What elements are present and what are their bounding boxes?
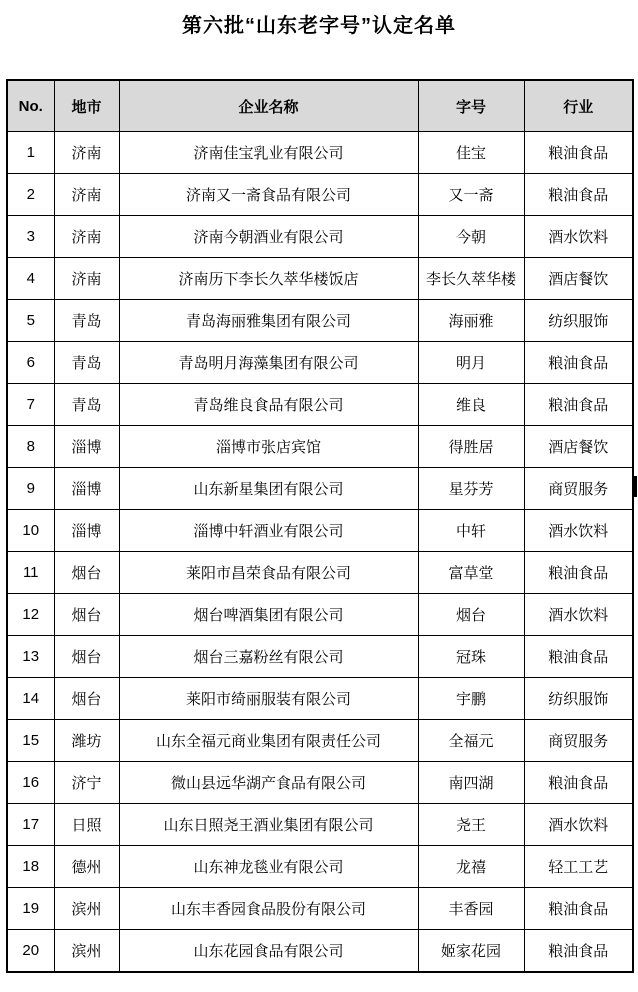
cell-brand: 维良 [418,384,524,426]
cell-no: 17 [7,804,54,846]
cell-industry: 商贸服务 [524,720,633,762]
cell-no: 6 [7,342,54,384]
cell-industry: 轻工工艺 [524,846,633,888]
table-row [7,342,633,384]
cell-city: 济南 [54,132,119,174]
cell-company: 微山县远华湖产食品有限公司 [119,762,418,804]
table-header [7,80,633,132]
cell-company: 青岛明月海藻集团有限公司 [119,342,418,384]
column-header-industry: 行业 [524,80,633,132]
cell-company: 淄博中轩酒业有限公司 [119,510,418,552]
cell-city: 烟台 [54,678,119,720]
cell-industry: 粮油食品 [524,174,633,216]
cell-city: 德州 [54,846,119,888]
cell-brand: 冠珠 [418,636,524,678]
cell-no: 19 [7,888,54,930]
table-row [7,678,633,720]
cell-company: 烟台三嘉粉丝有限公司 [119,636,418,678]
cell-city: 济南 [54,258,119,300]
header-row [7,80,633,132]
cell-company: 山东丰香园食品股份有限公司 [119,888,418,930]
cell-company: 山东花园食品有限公司 [119,930,418,973]
cell-no: 12 [7,594,54,636]
cell-brand: 龙禧 [418,846,524,888]
cell-city: 滨州 [54,888,119,930]
column-header-city: 地市 [54,80,119,132]
cell-no: 14 [7,678,54,720]
cell-industry: 粮油食品 [524,762,633,804]
cell-industry: 粮油食品 [524,132,633,174]
cell-company: 山东全福元商业集团有限责任公司 [119,720,418,762]
cell-no: 2 [7,174,54,216]
cell-city: 淄博 [54,468,119,510]
cell-company: 淄博市张店宾馆 [119,426,418,468]
cell-brand: 李长久萃华楼 [418,258,524,300]
table-row [7,426,633,468]
cell-brand: 得胜居 [418,426,524,468]
table-row [7,804,633,846]
cell-company: 莱阳市昌荣食品有限公司 [119,552,418,594]
cell-no: 11 [7,552,54,594]
table-row [7,174,633,216]
cell-company: 山东新星集团有限公司 [119,468,418,510]
cell-city: 青岛 [54,384,119,426]
cell-no: 8 [7,426,54,468]
cell-no: 15 [7,720,54,762]
cell-industry: 粮油食品 [524,930,633,973]
cell-no: 1 [7,132,54,174]
table-body [7,132,633,973]
cell-company: 莱阳市绮丽服装有限公司 [119,678,418,720]
cell-brand: 又一斋 [418,174,524,216]
cell-no: 7 [7,384,54,426]
cell-industry: 粮油食品 [524,888,633,930]
table-row [7,510,633,552]
cell-brand: 丰香园 [418,888,524,930]
cell-no: 20 [7,930,54,973]
table-row [7,132,633,174]
table-row [7,216,633,258]
cell-company: 济南又一斋食品有限公司 [119,174,418,216]
cell-no: 3 [7,216,54,258]
column-header-no: No. [7,80,54,132]
cell-brand: 富草堂 [418,552,524,594]
cell-city: 淄博 [54,510,119,552]
cell-brand: 尧王 [418,804,524,846]
cell-industry: 酒水饮料 [524,804,633,846]
cell-city: 青岛 [54,300,119,342]
cell-company: 山东神龙毯业有限公司 [119,846,418,888]
page-title: 第六批“山东老字号”认定名单 [182,15,456,37]
column-header-brand: 字号 [418,80,524,132]
cell-company: 济南历下李长久萃华楼饭店 [119,258,418,300]
cell-industry: 酒店餐饮 [524,258,633,300]
table-row [7,888,633,930]
cell-brand: 佳宝 [418,132,524,174]
cell-city: 济南 [54,216,119,258]
cell-industry: 商贸服务 [524,468,633,510]
cell-brand: 南四湖 [418,762,524,804]
cell-city: 烟台 [54,636,119,678]
table-row [7,636,633,678]
cell-no: 13 [7,636,54,678]
cell-no: 16 [7,762,54,804]
table-row [7,384,633,426]
cell-brand: 中轩 [418,510,524,552]
cell-city: 烟台 [54,552,119,594]
cell-city: 济宁 [54,762,119,804]
cell-industry: 纺织服饰 [524,678,633,720]
brands-table [6,79,634,973]
cell-brand: 星芬芳 [418,468,524,510]
cell-brand: 明月 [418,342,524,384]
cell-company: 济南佳宝乳业有限公司 [119,132,418,174]
cell-company: 青岛维良食品有限公司 [119,384,418,426]
cell-city: 日照 [54,804,119,846]
cell-industry: 纺织服饰 [524,300,633,342]
cell-industry: 粮油食品 [524,552,633,594]
cell-brand: 海丽雅 [418,300,524,342]
cell-brand: 烟台 [418,594,524,636]
cell-city: 滨州 [54,930,119,973]
cell-industry: 粮油食品 [524,342,633,384]
cell-industry: 粮油食品 [524,636,633,678]
cell-no: 9 [7,468,54,510]
table-row [7,720,633,762]
cell-no: 10 [7,510,54,552]
cell-company: 山东日照尧王酒业集团有限公司 [119,804,418,846]
cell-brand: 姬家花园 [418,930,524,973]
cell-no: 4 [7,258,54,300]
cell-city: 烟台 [54,594,119,636]
table-row [7,552,633,594]
cell-company: 烟台啤酒集团有限公司 [119,594,418,636]
cell-brand: 宇鹏 [418,678,524,720]
cell-company: 济南今朝酒业有限公司 [119,216,418,258]
cell-brand: 今朝 [418,216,524,258]
cell-industry: 酒水饮料 [524,216,633,258]
table-row [7,300,633,342]
column-header-company: 企业名称 [119,80,418,132]
table-row [7,762,633,804]
cell-industry: 酒水饮料 [524,594,633,636]
cell-industry: 酒水饮料 [524,510,633,552]
cell-city: 济南 [54,174,119,216]
cell-city: 青岛 [54,342,119,384]
cell-company: 青岛海丽雅集团有限公司 [119,300,418,342]
table-row [7,594,633,636]
cell-no: 18 [7,846,54,888]
cell-city: 潍坊 [54,720,119,762]
cell-brand: 全福元 [418,720,524,762]
cell-industry: 粮油食品 [524,384,633,426]
table-row [7,468,633,510]
table-row [7,846,633,888]
cell-no: 5 [7,300,54,342]
cell-industry: 酒店餐饮 [524,426,633,468]
scrollbar-thumb[interactable] [633,476,637,497]
table-row [7,930,633,973]
cell-city: 淄博 [54,426,119,468]
table-row [7,258,633,300]
